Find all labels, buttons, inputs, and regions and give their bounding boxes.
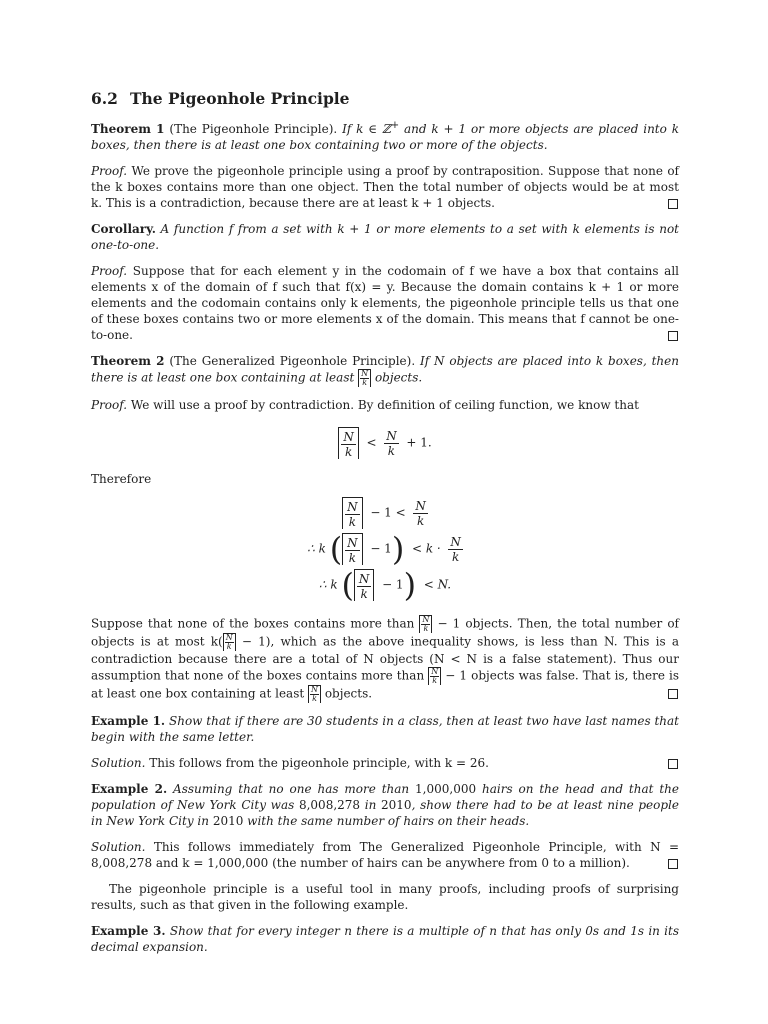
proof-3-conclusion: Suppose that none of the boxes contains more than $\frac{N}{k}$ − 1 objects. Then, the total number of objects is at most k( $\frac{N}{k}$ − 1), which as the above inequality shows, is less than N. This is a contradiction because there are a total of N objects (N < N is a false statement). Thus our assumption that none of the boxes contains more than $\frac{N}{k}$ − 1 objects was false. That is, there is at least one box containing at least $\frac{N}{k}$ objects.	[91, 615, 680, 703]
theorem-1-superscript: +	[390, 120, 400, 131]
theorem-2-statement-b: objects.	[371, 370, 423, 385]
proof-3-label: Proof.	[91, 398, 128, 412]
equation-chain	[91, 497, 679, 604]
qed-icon	[668, 199, 678, 209]
proof-1	[91, 163, 679, 211]
proof-1-text: We prove the pigeonhole principle using a proof by contraposition. Suppose that none of the k boxes contains more than one object. Then the total number of objects would be at most k. This is a contradiction, because there are at least k + 1 objects.	[91, 164, 679, 210]
theorem-1-name: (The Pigeonhole Principle).	[169, 122, 338, 136]
section-heading	[91, 88, 679, 110]
example-1	[91, 713, 679, 745]
theorem-2	[91, 353, 679, 387]
theorem-2-name: (The Generalized Pigeonhole Principle).	[169, 354, 416, 368]
theorem-1	[91, 118, 679, 153]
proof-2	[91, 263, 679, 343]
theorem-2-statement-a: If N objects are placed into k boxes, then there is at least one box containing at least	[91, 354, 679, 385]
equation-line-3: ∴ k ( $\frac{N}{k}$ − 1) < N.	[318, 566, 452, 604]
example-1-solution: Solution. This follows from the pigeonhole principle, with k = 26.	[91, 755, 679, 771]
section-number: 6.2	[91, 89, 118, 108]
proof-2-label: Proof.	[91, 264, 128, 278]
example-1-label: Example 1.	[91, 714, 166, 728]
body-paragraph: The pigeonhole principle is a useful tool in many proofs, including proofs of surprising results, such as that given in the following example.	[91, 882, 679, 912]
proof-1-label: Proof.	[91, 164, 128, 178]
ceil-n-over-k: $\frac{N}{k}$	[358, 369, 371, 387]
equation-line-2: ∴ k ( $\frac{N}{k}$ − 1) < k · $\frac{N}{k}$	[307, 530, 461, 568]
corollary-label: Corollary.	[91, 222, 156, 236]
proof-3-intro	[91, 397, 679, 413]
qed-icon	[668, 859, 678, 869]
theorem-1-label: Theorem 1	[91, 122, 165, 136]
corollary-text: A function f from a set with k + 1 or more elements to a set with k elements is not one-to-one.	[91, 222, 679, 252]
example-2-solution: Solution. This follows immediately from The Generalized Pigeonhole Principle, with N = 8,008,278 and k = 1,000,000 (the number of hairs can be anywhere from 0 to a million).	[91, 840, 679, 870]
example-2: Example 2. Assuming that no one has more than 1,000,000 hairs on the head and that the population of New York City was 8,008,278 in 2010, show there had to be at least nine people in New York City in 2010 with the same number of hairs on their heads.	[91, 782, 679, 828]
proof-3-text: We will use a proof by contradiction. By definition of ceiling function, we know that	[127, 398, 639, 412]
therefore-text: Therefore	[91, 472, 152, 486]
example-2-label: Example 2.	[91, 782, 168, 796]
equation-ceiling-bound: $\frac{N}{k}$ < $\frac{N}{k}$ + 1.	[91, 427, 679, 459]
example-3	[91, 923, 679, 955]
section-title: The Pigeonhole Principle	[129, 89, 350, 108]
theorem-1-statement-a: If k ∈ ℤ	[342, 122, 391, 136]
paper-page	[91, 88, 679, 965]
theorem-1-statement-b: and k + 1 or more objects are placed into k boxes, then there is at least one box containing two or more of the objects.	[91, 122, 679, 152]
proof-2-text: Suppose that for each element y in the codomain of f we have a box that contains all elements x of the domain of f such that f(x) = y. Because the domain contains k + 1 or more elements and the codomain contains only k elements, the pigeonhole principle tells us that one of these boxes contains two or more elements x of the domain. This means that f cannot be one-to-one.	[91, 264, 679, 342]
example-3-text: Show that for every integer n there is a multiple of n that has only 0s and 1s in its decimal expansion.	[91, 924, 679, 954]
example-3-label: Example 3.	[91, 924, 166, 938]
theorem-2-label: Theorem 2	[91, 354, 165, 368]
corollary	[91, 221, 679, 253]
equation-line-1: $\frac{N}{k}$ − 1 < $\frac{N}{k}$	[91, 497, 679, 529]
qed-icon	[668, 759, 678, 769]
example-1-text: Show that if there are 30 students in a class, then at least two have last names that begin with the same letter.	[91, 714, 680, 744]
qed-icon	[668, 689, 678, 699]
qed-icon	[668, 331, 678, 341]
